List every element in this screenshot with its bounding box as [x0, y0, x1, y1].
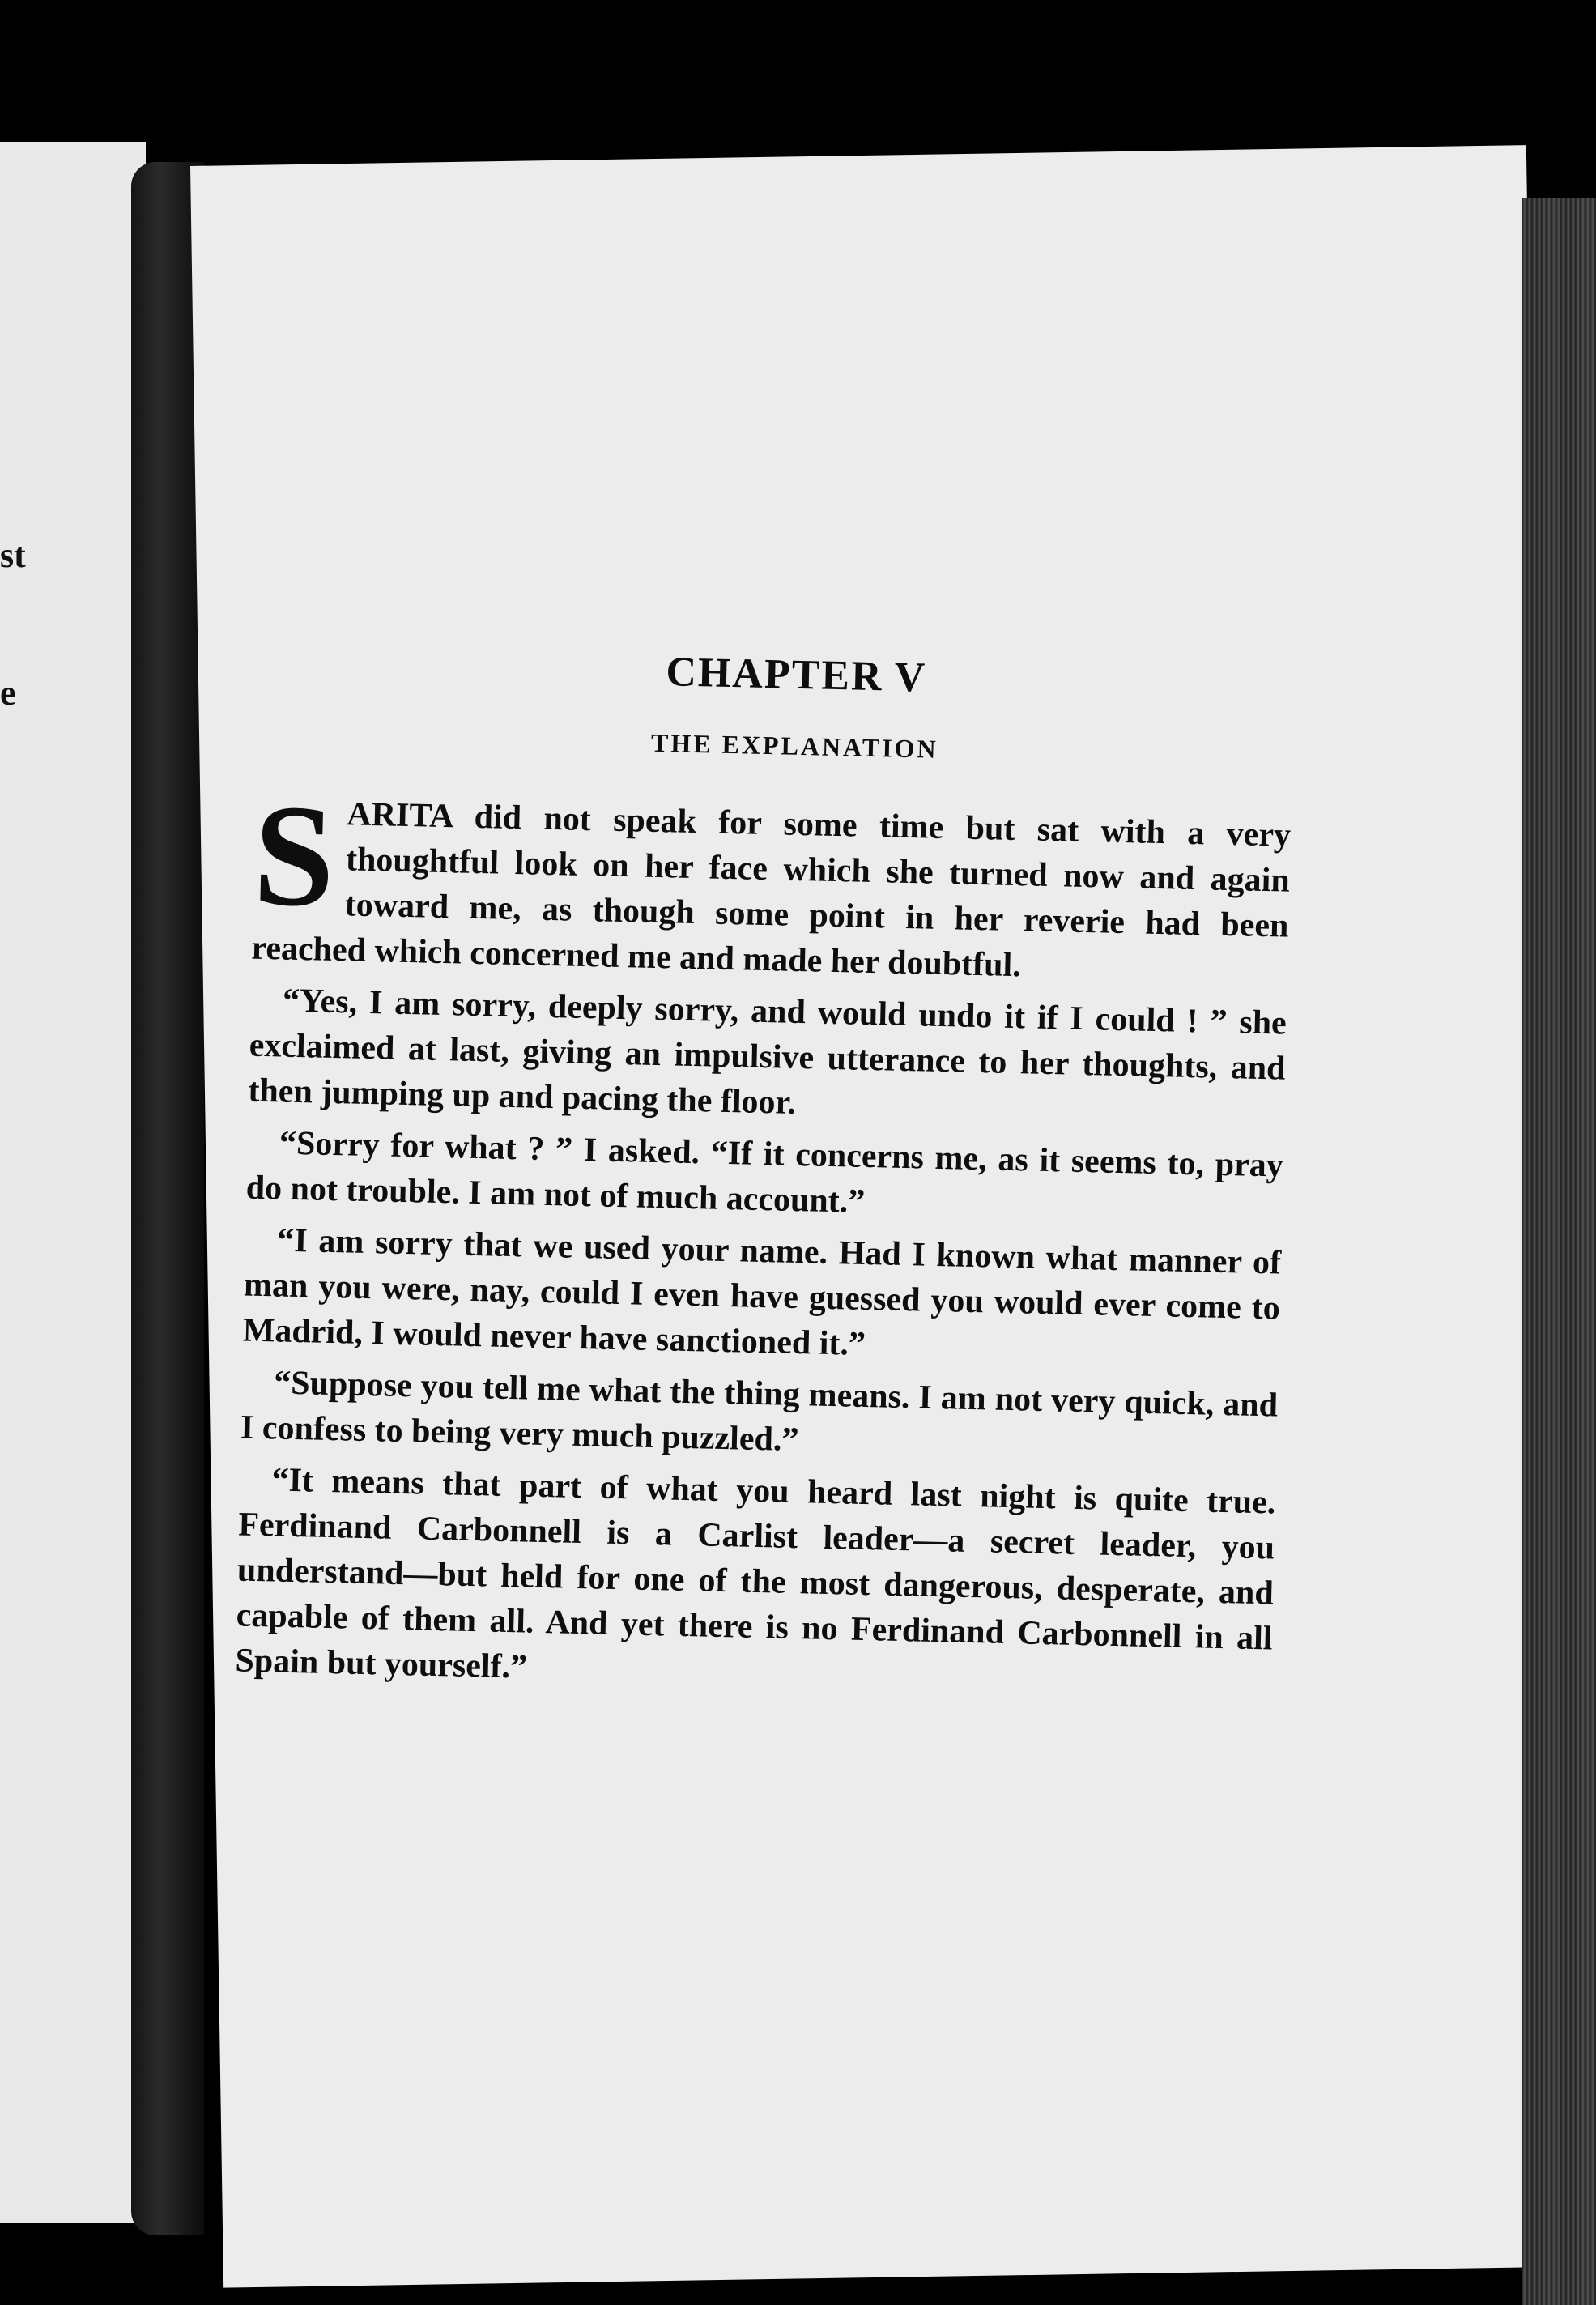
body-paragraph: “Sorry for what ? ” I asked. “If it concerns me, as it seems to, pray do not trouble. I am not of much account.” [245, 1124, 1284, 1221]
body-paragraph: “It means that part of what you heard last night is quite true. Ferdinand Carbonnell is a Carlist leader—a secret leader, you understand—but held for one of the most dangerous, desperate, and capable of them all. And yet there is no Ferdinand Carbonnell in all Spain but yourself.” [235, 1461, 1276, 1686]
previous-page-edge [0, 142, 146, 2223]
body-paragraph [250, 773, 1292, 995]
chapter-heading: CHAPTER V [665, 649, 927, 701]
body-paragraph: “I am sorry that we used your name. Had I known what manner of man you were, nay, could I even have guessed you would ever come to Madrid, I would never have sanctioned it.” [242, 1221, 1282, 1363]
paragraph-text: ARITA did not speak for some time but sat with a very thoughtful look on her face which she turned now and again toward me, as though some point in her reverie had been reached which concerned me and made her doubtful. [250, 795, 1292, 985]
previous-page-text-fragment: st [0, 535, 26, 575]
page-content [235, 639, 1295, 1714]
previous-page-text-fragment: e [0, 673, 16, 713]
book-page [190, 145, 1560, 2288]
book-gutter-shadow [131, 162, 204, 2235]
chapter-subtitle: THE EXPLANATION [650, 727, 939, 764]
drop-cap-initial: S [251, 773, 337, 937]
page-block-edge [1522, 198, 1596, 2305]
body-paragraph: “Yes, I am sorry, deeply sorry, and would undo it if I could ! ” she exclaimed at last, giving an impulsive utterance to her thoughts, and then jumping up and pacing the floor. [247, 982, 1287, 1122]
body-paragraph: “Suppose you tell me what the thing means. I am not very quick, and I confess to being very much puzzled.” [240, 1364, 1279, 1459]
